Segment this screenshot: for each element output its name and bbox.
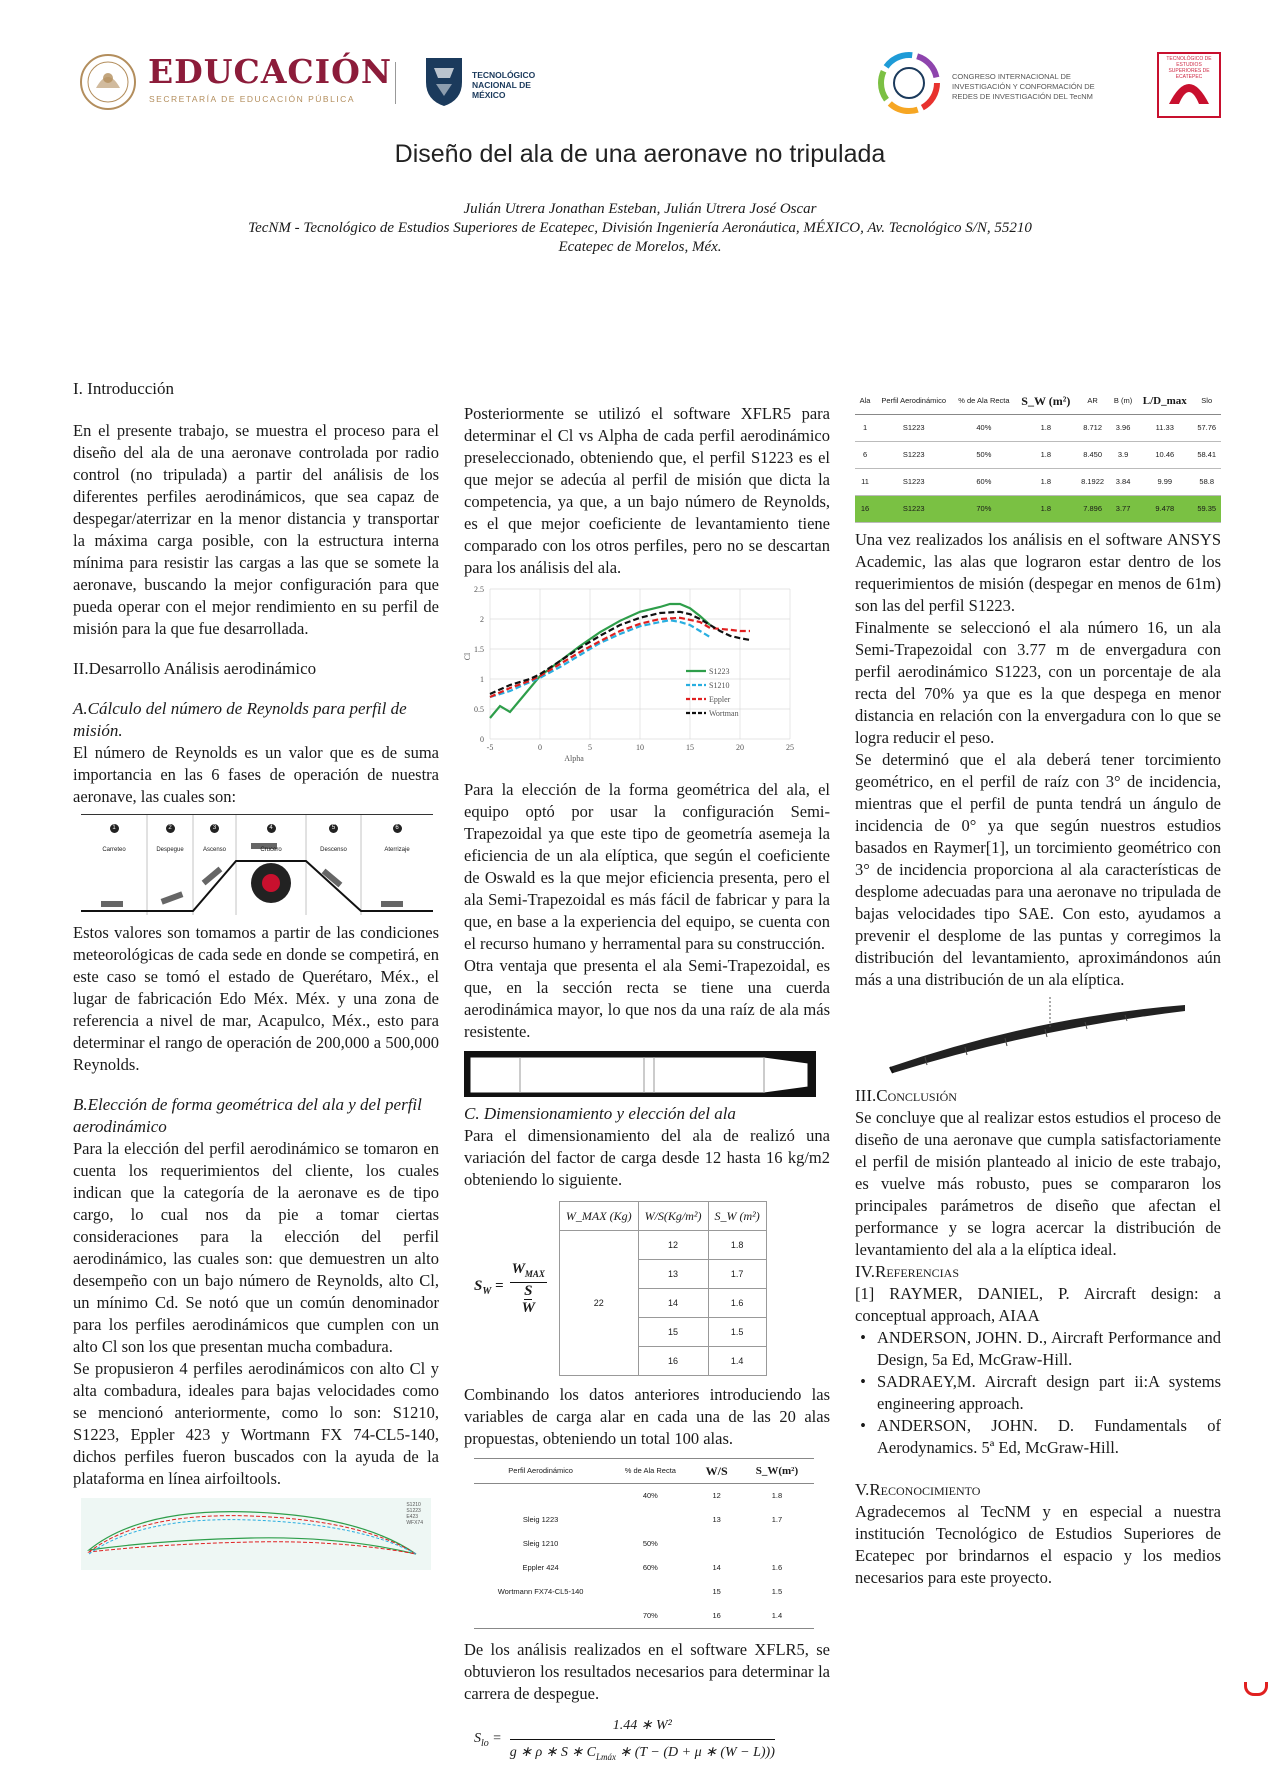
wing-results-table <box>855 388 1221 523</box>
concl-heading: III.Conclusión <box>855 1086 957 1105</box>
column-2 <box>464 403 830 1768</box>
table-cell: 1 <box>862 423 868 432</box>
table-row <box>855 496 1221 523</box>
intro-heading: I. Introducción <box>73 379 175 398</box>
phase-carreteo: 1 Carreteo <box>102 825 126 853</box>
geom-text-1: Para la elección de la forma geométrica del ala, el equipo optó por usar la configuración Semi-Trapezoidal ya que este tipo de geometría asemeja la eficiencia de un ala elíptica, que según el coeficiente de Oswald es la que mejor eficiencia presenta, pero el ala Semi-Trapezoidal es más fácil de fabricar y para la que, en base a la experiencia del equipo, se cuenta con el recurso humano y herramental para su construcción. <box>464 780 830 953</box>
th-ala: Ala <box>859 396 871 405</box>
sw-formula: $S_W$ = $W_{MAX}$ S W <box>474 1261 545 1316</box>
table-cell: 50% <box>642 1539 658 1548</box>
th-wmax: W_MAX (Kg) <box>559 1202 638 1231</box>
x-tick-label: 0 <box>538 743 542 752</box>
table-cell: 13 <box>712 1515 721 1524</box>
table-cell: 58.8 <box>1199 477 1215 486</box>
cell-wmax: 22 <box>559 1231 638 1376</box>
table-cell: Eppler 424 <box>522 1563 559 1572</box>
table-cell: 1.8 <box>1015 496 1076 523</box>
table-cell: 15 <box>638 1318 708 1347</box>
table-cell: 16 <box>638 1347 708 1376</box>
x-axis-label: Alpha <box>564 754 584 763</box>
congreso-text: CONGRESO INTERNACIONAL DE INVESTIGACIÓN Y CONFORMACIÓN DE REDES DE INVESTIGACIÓN DEL TecNM <box>952 72 1095 101</box>
th-b: B (m) <box>1113 396 1133 405</box>
table-cell: 70% <box>642 1611 658 1620</box>
tecnm-logo <box>422 52 572 114</box>
x-tick-label: 25 <box>786 743 794 752</box>
table-cell: 3.96 <box>1115 423 1131 432</box>
table-cell: 9.478 <box>1137 496 1192 523</box>
congreso-logo <box>878 52 1123 116</box>
table-cell: 16 <box>855 496 875 523</box>
airfoil-legend-s1210: S1210 <box>406 1502 421 1508</box>
corner-mark-icon <box>1244 1682 1268 1696</box>
phase-despegue: 2 Despegue <box>156 825 184 853</box>
x-tick-label: 10 <box>636 743 644 752</box>
table-cell: 57.76 <box>1197 423 1217 432</box>
table-cell: 16 <box>712 1611 721 1620</box>
phase-descenso: 5 Descenso <box>320 825 347 853</box>
th-ar: AR <box>1087 396 1098 405</box>
c-heading: C. Dimensionamiento y elección del ala <box>464 1104 736 1123</box>
wing-planform-figure <box>464 1051 816 1097</box>
table-cell: 11 <box>861 477 869 486</box>
table-cell: 8.1922 <box>1081 477 1105 486</box>
airfoil-comparison-figure <box>81 1498 431 1570</box>
table-cell: 1.5 <box>708 1318 766 1347</box>
legend-label: Wortman <box>709 709 739 718</box>
table-cell: 1.8 <box>708 1231 766 1260</box>
legend-label: Eppler <box>709 695 731 704</box>
y-tick-label: 0.5 <box>474 705 484 714</box>
th-pct: % de Ala Recta <box>624 1466 676 1475</box>
th-pct: % de Ala Recta <box>958 396 1010 405</box>
mexico-seal-icon <box>78 52 138 112</box>
xflr-result-text: De los análisis realizados en el software XFLR5, se obtuvieron los resultados necesarios para determinar la carrera de despegue. <box>464 1640 830 1703</box>
table-cell: 1.8 <box>1040 477 1051 486</box>
table-cell: 14 <box>638 1289 708 1318</box>
xflr-text: Posteriormente se utilizó el software XFLR5 para determinar el Cl vs Alpha de cada perfil aerodinámico preseleccionado, obteniendo que, el perfil S1223 es el que mejor se adecúa al perfil de misión que dicta la competencia, ya que, a un bajo número de Reynolds, es el que mejor coeficiente de levantamiento tiene comparado con los otros perfiles, pero no se descartan para los análisis del ala. <box>464 404 830 577</box>
column-1 <box>73 378 439 1570</box>
sep-logo <box>78 52 393 114</box>
b-heading: B.Elección de forma geométrica del ala y del perfil aerodinámico <box>73 1095 422 1136</box>
geom-text-2: Otra ventaja que presenta el ala Semi-Trapezoidal, es que, en la sección recta se tiene una cuerda aerodinámica mayor, lo que nos da una raíz de ala más resistente. <box>464 956 830 1041</box>
y-tick-label: 2 <box>480 615 484 624</box>
table-cell: 8.450 <box>1083 450 1102 459</box>
legend-label: S1210 <box>709 681 730 690</box>
table-cell: 1.7 <box>771 1515 783 1524</box>
location: Ecatepec de Morelos, Méx. <box>558 239 722 255</box>
table-cell: 15 <box>712 1587 721 1596</box>
a-heading: A.Cálculo del número de Reynolds para perfil de misión. <box>73 699 407 740</box>
table-cell: 1.5 <box>771 1587 783 1596</box>
b-text-2: Se propusieron 4 perfiles aerodinámicos con alto Cl y alta combadura, ideales para bajas velocidades como se mencionó anteriormente, como lo son: S1210, S1223, Eppler 423 y Wortmann FX 74-CL5-140, dichos perfiles fueron buscados con la ayuda de la plataforma en línea airfoiltools. <box>73 1359 439 1488</box>
mission-profile-figure <box>81 814 433 918</box>
table-cell: S1223 <box>902 450 925 459</box>
series-line-s1223 <box>490 604 710 718</box>
tecnm-eagle-icon <box>422 52 466 108</box>
concl-text: Se concluye que al realizar estos estudios el proceso de diseño de una aeronave que cumpla satisfactoriamente el perfil de misión planteado al inicio de este trabajo, es vuelve más robusto, pues se compararon los principales parámetros de diseño que afectan el performance y se logra acercar la distribución de levantamiento del ala a la elíptica ideal. <box>855 1108 1221 1259</box>
th-perfil: Perfil Aerodinámico <box>508 1466 573 1475</box>
slo-formula: $S_{lo}$ = 1.44 ∗ W² g ∗ ρ ∗ S ∗ $C_{Lmáx}$ ∗ (T − (D + μ ∗ (W − L))) <box>474 1715 830 1768</box>
table-cell: 12 <box>638 1231 708 1260</box>
y-tick-label: 2.5 <box>474 585 484 594</box>
phase-ascenso: 3 Ascenso <box>202 825 226 853</box>
table-cell: 9.99 <box>1157 477 1173 486</box>
table-cell: 3.77 <box>1109 496 1137 523</box>
tese-text: TECNOLÓGICO DE ESTUDIOS SUPERIORES DE ECATEPEC <box>1166 56 1212 80</box>
table-cell: 3.9 <box>1117 450 1129 459</box>
sw-formula-table <box>474 1201 830 1376</box>
loading-table <box>559 1201 767 1376</box>
ansys-text: Una vez realizados los análisis en el software ANSYS Academic, las alas que lograron estar dentro de los requerimientos de misión (despegar en menos de 61m) son las del perfil S1223. <box>855 530 1221 615</box>
th-perfil: Perfil Aerodinámico <box>881 396 946 405</box>
intro-text: En el presente trabajo, se muestra el proceso para el diseño del ala de una aeronave controlada por radio control (no tripulada) a partir del análisis de los diferentes perfiles aerodinámicos, que sea capaz de despegar/aterrizar en la menor distancia y transportar la máxima carga posible, con la estructura interna mínima para resistir las cargas a las que se somete la aeronave, buscando la mejor configuración para que pueda operar con el mejor rendimiento en su perfil de misión para la que fue desarrollada. <box>73 421 439 638</box>
logo-divider <box>395 62 396 104</box>
ref-bullet: • SADRAEY,M. Aircraft design part ii:A systems engineering approach. <box>860 1372 1221 1413</box>
tese-logo <box>1157 52 1221 118</box>
combination-table <box>474 1458 814 1629</box>
combine-text: Combinando los datos anteriores introduciendo las variables de carga alar en cada una de las 20 alas propuestas, obteniendo un total 100 alas. <box>464 1385 830 1448</box>
column-3 <box>855 388 1221 1589</box>
table-cell: Sleig 1210 <box>522 1539 559 1548</box>
ack-heading: V.Reconocimiento <box>855 1480 981 1499</box>
ref-1: [1] RAYMER, DANIEL, P. Aircraft design: a conceptual approach, AIAA <box>855 1284 1221 1325</box>
th-ws: W/S(Kg/m²) <box>638 1202 708 1231</box>
table-row <box>855 442 1221 469</box>
affiliation: TecNM - Tecnológico de Estudios Superiores de Ecatepec, División Ingeniería Aeronáutica, MÉXICO, Av. Tecnológico S/N, 55210 <box>248 220 1032 236</box>
phase-aterrizaje: 6 Aterrizaje <box>384 825 410 853</box>
th-sw: S_W (m²) <box>1021 394 1071 408</box>
y-tick-label: 0 <box>480 735 484 744</box>
final-text: Finalmente se seleccionó el ala número 16, un ala Semi-Trapezoidal con 3.77 m de envergadura con perfil aerodinámico S1223, con un porcentaje de ala recta del 70% ya que es la que despega en menor distancia en relación con la envergadura con lo que se logra reducir el peso. <box>855 618 1221 747</box>
table-cell: 1.6 <box>708 1289 766 1318</box>
table-cell: 11.33 <box>1155 423 1174 432</box>
table-cell: 12 <box>712 1491 721 1500</box>
table-row <box>855 469 1221 496</box>
phase-crucero: 4 Crucero <box>260 825 282 853</box>
x-tick-label: -5 <box>486 743 494 752</box>
table-cell: 1.4 <box>708 1347 766 1376</box>
table-cell: 7.896 <box>1076 496 1109 523</box>
table-cell: 58.41 <box>1197 450 1217 459</box>
th-slo: Slo <box>1201 396 1213 405</box>
table-cell: 10.46 <box>1155 450 1175 459</box>
table-cell: 1.6 <box>771 1563 783 1572</box>
table-cell: 40% <box>976 423 992 432</box>
table-cell: 50% <box>976 450 992 459</box>
table-cell: 13 <box>638 1260 708 1289</box>
cl-alpha-chart <box>464 583 824 773</box>
table-cell: 1.4 <box>771 1611 783 1620</box>
table-cell: 70% <box>952 496 1015 523</box>
table-cell: 8.712 <box>1083 423 1102 432</box>
table-cell: Wortmann FX74-CL5-140 <box>497 1587 584 1596</box>
airfoil-legend-s1223: S1223 <box>406 1508 421 1514</box>
x-tick-label: 5 <box>588 743 592 752</box>
airfoil-legend-e423: E423 <box>406 1514 419 1520</box>
th-sw: S_W (m²) <box>708 1202 766 1231</box>
table-cell: S1223 <box>902 423 925 432</box>
ack-text: Agradecemos al TecNM y en especial a nuestra institución Tecnológico de Estudios Superiores de Ecatepec por brindarnos el espacio y los medios necesarios para este proyecto. <box>855 1502 1221 1587</box>
y-tick-label: 1.5 <box>474 645 484 654</box>
c-text: Para el dimensionamiento del ala de realizó una variación del factor de carga desde 12 hasta 16 kg/m2 obteniendo lo siguiente. <box>464 1126 830 1189</box>
x-tick-label: 15 <box>686 743 694 752</box>
table-cell: 60% <box>976 477 992 486</box>
sep-sub-text: SECRETARÍA DE EDUCACIÓN PÚBLICA <box>149 94 355 104</box>
reynolds-text: Estos valores son tomamos a partir de las condiciones meteorológicas de cada sede en donde se competirá, en este caso se tomó el estado de Querétaro, Méx., el lugar de fabricación Edo Méx. Méx. y una zona de referencia a nivel de mar, Acapulco, Méx., esto para determinar el rango de operación de 200,000 a 500,000 Reynolds. <box>73 923 439 1074</box>
ref-heading: IV.Referencias <box>855 1262 960 1281</box>
author-block <box>150 200 1130 257</box>
table-cell: 6 <box>862 450 868 459</box>
table-cell: 1.8 <box>1040 450 1051 459</box>
sep-edu-text: EDUCACIÓN <box>148 52 393 91</box>
th-ld: L/D_max <box>1142 395 1187 407</box>
table-cell: 1.8 <box>771 1491 783 1500</box>
airfoil-legend-wfx74: WFX74 <box>406 1520 423 1526</box>
table-row <box>855 415 1221 442</box>
authors: Julián Utrera Jonathan Esteban, Julián Utrera José Oscar <box>463 201 817 217</box>
y-tick-label: 1 <box>480 675 484 684</box>
wing-3d-figure <box>885 997 1195 1077</box>
table-cell: S1223 <box>902 477 925 486</box>
table-cell: 14 <box>712 1563 721 1572</box>
table-cell: Sleig 1223 <box>522 1515 559 1524</box>
ref-bullet: • ANDERSON, JOHN. D. Fundamentals of Aerodynamics. 5ª Ed, McGraw-Hill. <box>860 1416 1221 1457</box>
table-cell: 60% <box>642 1563 658 1572</box>
th-ws: W/S <box>705 1464 728 1478</box>
dev-heading: II.Desarrollo Análisis aerodinámico <box>73 659 317 678</box>
table-cell: 59.35 <box>1192 496 1221 523</box>
ref-bullet: • ANDERSON, JOHN. D., Aircraft Performance and Design, 5a Ed, McGraw-Hill. <box>860 1328 1221 1369</box>
table-cell: 1.7 <box>708 1260 766 1289</box>
twist-text: Se determinó que el ala deberá tener torcimiento geométrico, en el perfil de raíz con 3° de incidencia, mientras que el perfil de punta tendrá un ángulo de incidencia de 0° ya que según nuestros estudios basados en Raymer[1], un torcimiento geométrico con 3° de incidencia proporciona al ala características de desplome adecuadas para una aeronave no tripulada de bajas velocidades tipo SAE. Con esto, ayudamos a prevenir el desplome de las puntas y corregimos la distribución del levantamiento, aproximándonos aún más a una distribución de un ala elíptica. <box>855 750 1221 989</box>
y-axis-label: Cl <box>463 652 472 661</box>
table-cell: S1223 <box>875 496 952 523</box>
table-cell: 1.8 <box>1040 423 1051 432</box>
th-sw: S_W(m²) <box>755 1465 799 1477</box>
b-text-1: Para la elección del perfil aerodinámico se tomaron en cuenta los requerimientos del cliente, los cuales indican que la categoría de la aeronave es de tipo cargo, lo cual nos da pie a tomar ciertas consideraciones para la elección del perfil aerodinámico, las cuales son: que demuestren un alto desempeño con un bajo número de Reynolds, alto Cl, un mínimo Cd. Se notó que un común denominador para los perfiles aerodinámicos que cumplen con un alto Cl son los que presentan mucha combadura. <box>73 1139 439 1356</box>
congreso-circle-icon <box>878 52 940 114</box>
a-text: El número de Reynolds es un valor que es de suma importancia en las 6 fases de operación de nuestra aeronave, las cuales son: <box>73 743 439 806</box>
legend-label: S1223 <box>709 667 730 676</box>
table-cell: 40% <box>642 1491 658 1500</box>
table-cell: 3.84 <box>1115 477 1131 486</box>
tecnm-text: TECNOLÓGICO NACIONAL DE MÉXICO <box>472 70 536 100</box>
poster-title: Diseño del ala de una aeronave no tripulada <box>394 140 886 168</box>
x-tick-label: 20 <box>736 743 744 752</box>
